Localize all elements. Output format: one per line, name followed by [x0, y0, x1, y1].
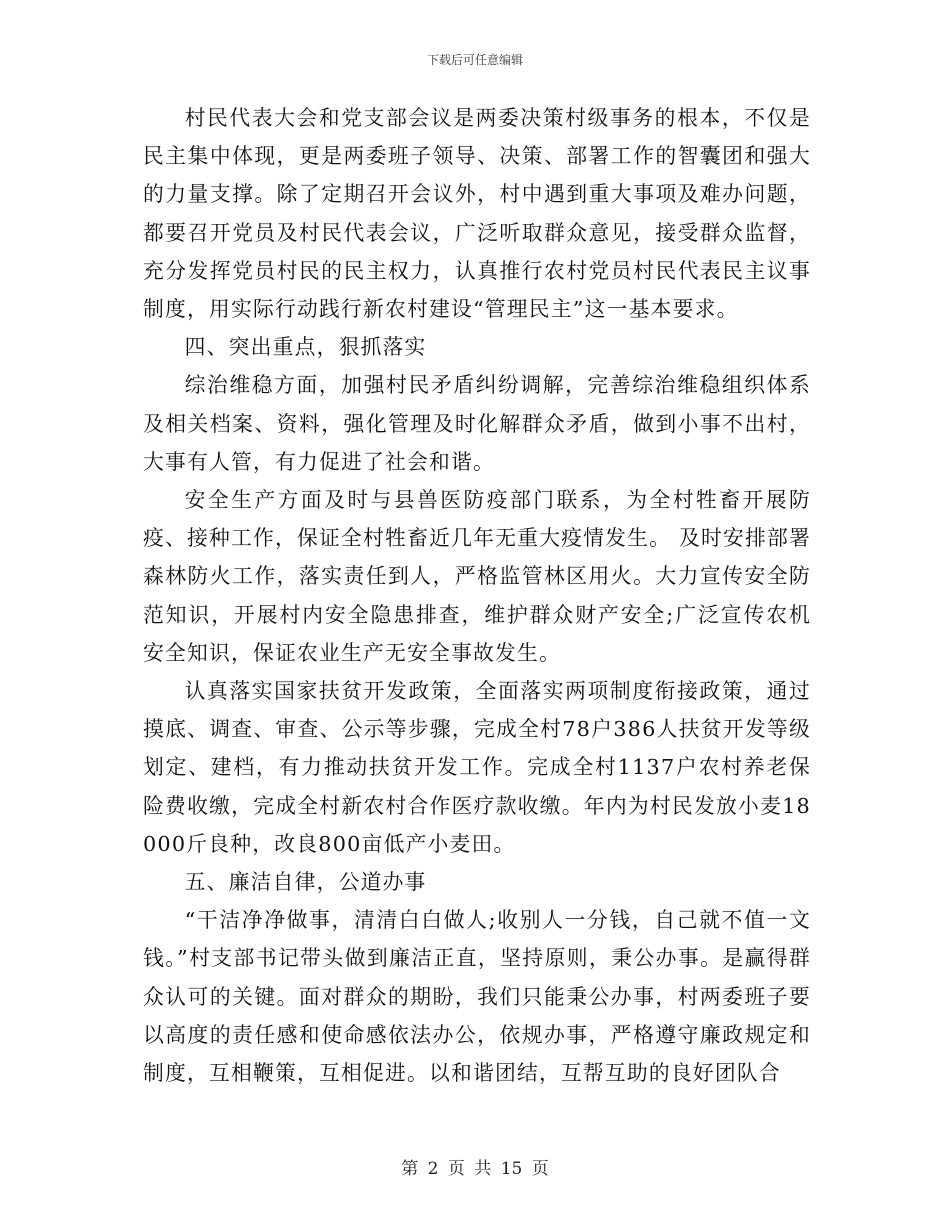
paragraph-safety: 安全生产方面及时与县兽医防疫部门联系，为全村牲畜开展防疫、接种工作，保证全村牲畜近几年无重大疫情发生。 及时安排部署森林防火工作，落实责任到人，严格监管林区用火。大力宣传安全防范知识，开展村内安全隐患排查，维护群众财产安全;广泛宣传农机安全知识，保证农业生产无安全事故发生。: [143, 488, 811, 665]
page-header: 下载后可任意编辑: [426, 53, 523, 67]
document-body: [143, 99, 811, 1092]
paragraph-meetings: 村民代表大会和党支部会议是两委决策村级事务的根本，不仅是民主集中体现，更是两委班子领导、决策、部署工作的智囊团和强大的力量支撑。除了定期召开会议外，村中遇到重大事项及难办问题，都要召开党员及村民代表会议，广泛听取群众意见，接受群众监督，充分发挥党员村民的民主权力，认真推行农村党员村民代表民主议事制度，用实际行动践行新农村建设“管理民主”这一基本要求。: [143, 106, 811, 322]
section-heading-4: 四、突出重点，狠抓落实: [184, 335, 427, 360]
page-footer: 第 2 页 共 15 页: [401, 1159, 549, 1179]
paragraph-stability: 综治维稳方面，加强村民矛盾纠纷调解，完善综治维稳组织体系及相关档案、资料，强化管理及时化解群众矛盾，做到小事不出村，大事有人管，有力促进了社会和谐。: [143, 373, 811, 474]
paragraph-integrity: “干洁净净做事，清清白白做人;收别人一分钱，自己就不值一文钱。”村支部书记带头做到廉洁正直，坚持原则，秉公办事。是赢得群众认可的关键。面对群众的期盼，我们只能秉公办事，村两委班子要以高度的责任感和使命感依法办公，依规办事，严格遵守廉政规定和制度，互相鞭策，互相促进。以和谐团结，互帮互助的良好团队合: [143, 908, 811, 1086]
paragraph-poverty: 认真落实国家扶贫开发政策，全面落实两项制度衔接政策，通过摸底、调查、审查、公示等步骤，完成全村78户386人扶贫开发等级划定、建档，有力推动扶贫开发工作。完成全村1137户农村养老保险费收缴，完成全村新农村合作医疗款收缴。年内为村民发放小麦18000斤良种，改良800亩低产小麦田。: [143, 679, 811, 856]
section-heading-5: 五、廉洁自律，公道办事: [184, 870, 427, 895]
